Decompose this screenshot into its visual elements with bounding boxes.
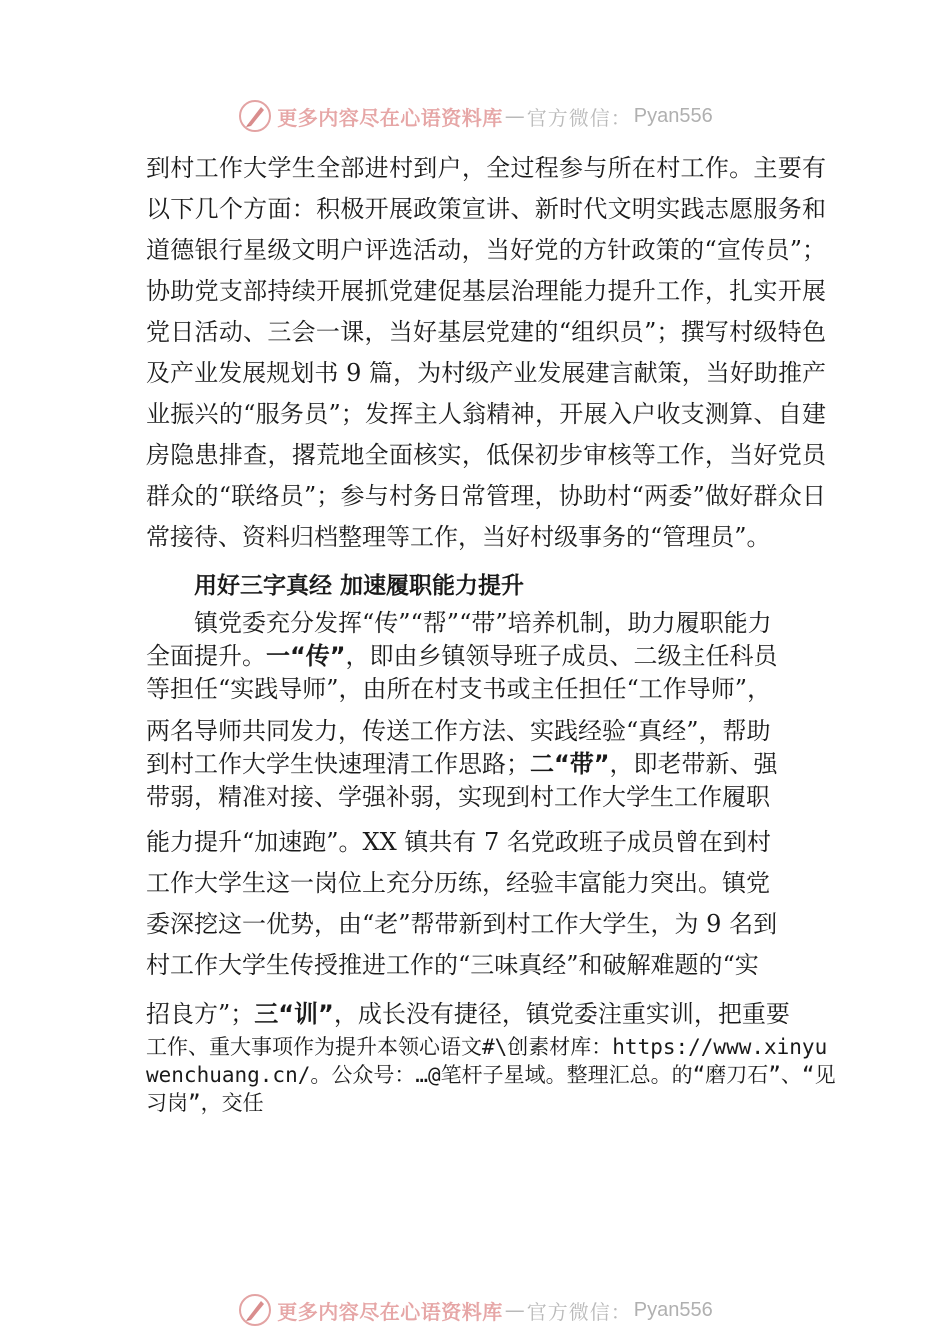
pen-logo-icon	[237, 1292, 273, 1328]
document-body	[146, 148, 836, 1117]
paragraph-watermark-text: 工作、重大事项作为提升本领心语文#\创素材库：https://www.xinyuwenchuang.cn/。公众号：…@笔杆子星域。整理汇总。的“磨刀石”、“见习岗”，交任	[146, 1035, 836, 1115]
text-line	[146, 748, 826, 780]
text-run: ，即老带新、强	[609, 750, 778, 778]
text-line	[146, 640, 826, 672]
banner-dash: —	[504, 1298, 525, 1322]
banner-library-name: 更多内容尽在心语资料库	[277, 105, 503, 130]
banner-wechat-id: Pyan556	[633, 104, 713, 127]
banner-wechat-id: Pyan556	[633, 1298, 713, 1321]
text-line: 村工作大学生传授推进工作的“三味真经”和破解难题的“实	[146, 951, 759, 979]
bold-term-chuan: 一“传”	[266, 642, 346, 670]
header-watermark-banner	[0, 96, 950, 136]
text-run: 到村工作大学生快速理清工作思路；	[146, 750, 530, 778]
banner-library-name: 更多内容尽在心语资料库	[277, 1299, 503, 1324]
text-line: 等担任“实践导师”，由所在村支书或主任担任“工作导师”，	[146, 675, 772, 703]
pen-logo-icon	[237, 98, 273, 134]
bold-term-xun: 三“训”	[254, 1000, 334, 1028]
text-run: 招良方”；	[146, 1000, 255, 1028]
text-line: 委深挖这一优势，由“老”帮带新到村工作大学生，为 9 名到	[146, 910, 778, 938]
text-line: 镇党委充分发挥“传”“帮”“带”培养机制，助力履职能力	[194, 609, 772, 637]
text-line: 两名导师共同发力，传送工作方法、实践经验“真经”，帮助	[146, 717, 771, 745]
section-heading: 用好三字真经 加速履职能力提升	[194, 573, 525, 599]
paragraph-duties: 到村工作大学生全部进村到户，全过程参与所在村工作。主要有以下几个方面：积极开展政策宣讲、新时代文明实践志愿服务和道德银行星级文明户评选活动，当好党的方针政策的“宣传员”；协助党支部持续开展抓党建促基层治理能力提升工作，扎实开展党日活动、三会一课，当好基层党建的“组织员”；撰写村级特色及产业发展规划书 9 篇，为村级产业发展建言献策，当好助推产业振兴的“服务员”；发挥主人翁精神，开展入户收支测算、自建房隐患排查，撂荒地全面核实，低保初步审核等工作，当好党员群众的“联络员”；参与村务日常管理，协助村“两委”做好群众日常接待、资料归档整理等工作，当好村级事务的“管理员”。	[146, 154, 826, 551]
banner-dash: —	[504, 104, 525, 128]
text-line: 工作大学生这一岗位上充分历练，经验丰富能力突出。镇党	[146, 869, 770, 897]
banner-wechat-label: 官方微信：	[526, 105, 632, 130]
text-line: 带弱，精准对接、学强补弱，实现到村工作大学生工作履职	[146, 783, 770, 811]
text-line	[146, 995, 826, 1033]
paragraph-mentoring	[146, 606, 826, 1033]
text-run: 全面提升。	[146, 642, 266, 670]
footer-watermark-banner	[0, 1290, 950, 1330]
bold-term-dai: 二“带”	[530, 750, 610, 778]
text-run: ，即由乡镇领导班子成员、二级主任科员	[345, 642, 778, 670]
text-run: ，成长没有捷径，镇党委注重实训，把重要	[333, 1000, 790, 1028]
text-line: 能力提升“加速跑”。XX 镇共有 7 名党政班子成员曾在到村	[146, 828, 771, 856]
banner-wechat-label: 官方微信：	[526, 1299, 632, 1324]
